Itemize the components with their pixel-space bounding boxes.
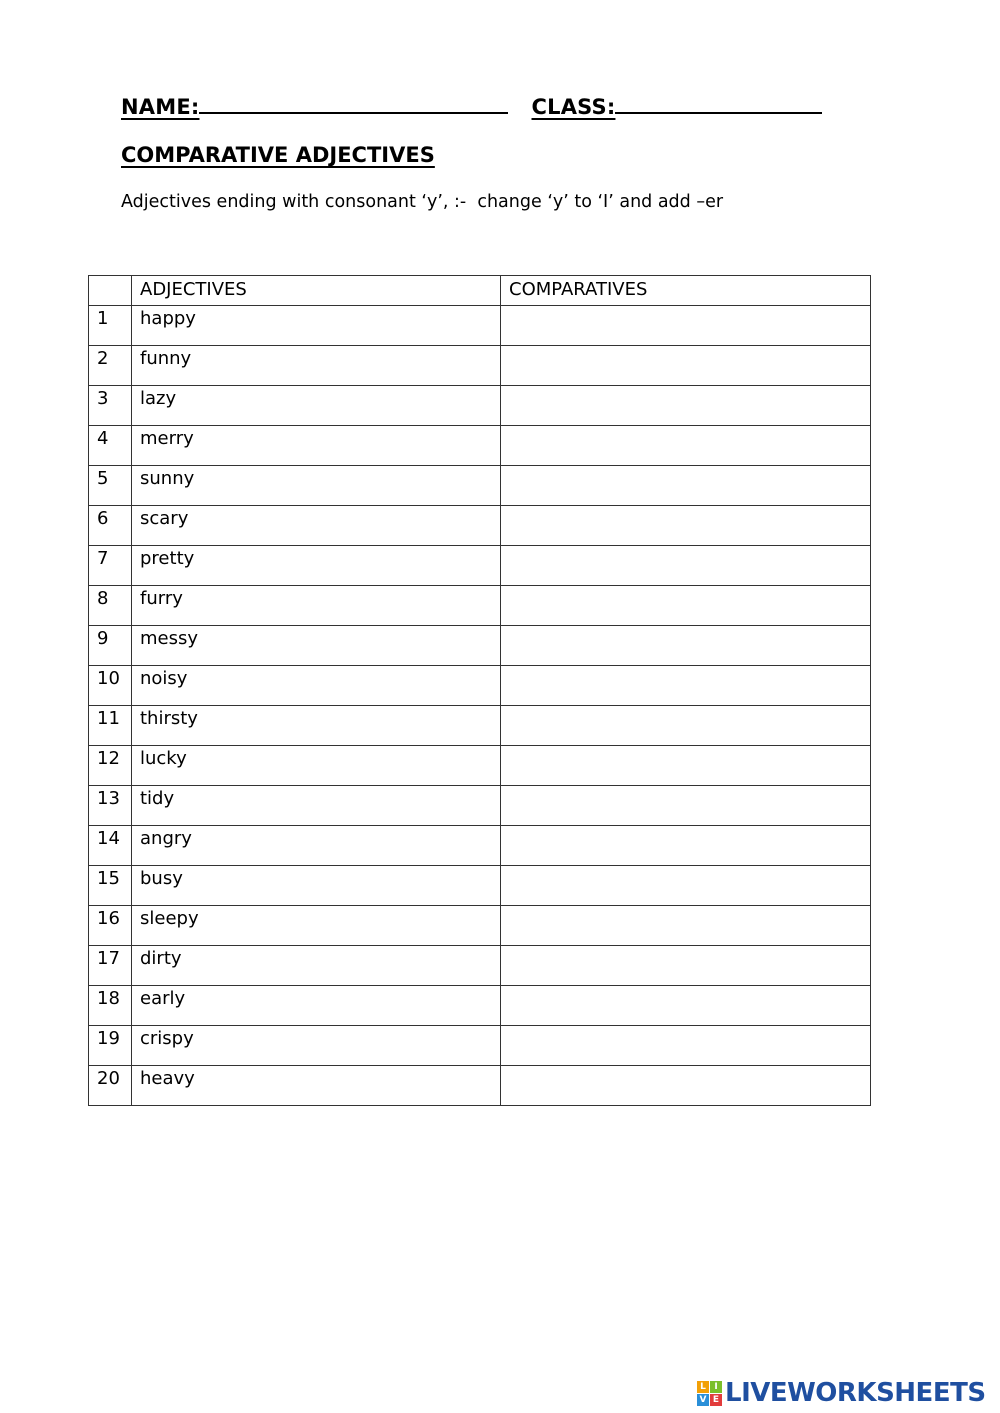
row-number: 7 <box>89 546 132 586</box>
logo-letter-square: I <box>710 1381 722 1393</box>
comparative-answer-cell[interactable] <box>501 426 871 466</box>
table-row <box>89 306 871 346</box>
comparative-answer-cell[interactable] <box>501 826 871 866</box>
adjective-cell: tidy <box>132 786 501 826</box>
comparative-answer-cell[interactable] <box>501 626 871 666</box>
header-adjectives: ADJECTIVES <box>132 276 501 306</box>
comparative-answer-cell[interactable] <box>501 306 871 346</box>
table-row <box>89 986 871 1026</box>
table-row <box>89 386 871 426</box>
table-row <box>89 946 871 986</box>
table-row <box>89 906 871 946</box>
adjective-cell: lucky <box>132 746 501 786</box>
row-number: 19 <box>89 1026 132 1066</box>
adjective-cell: pretty <box>132 546 501 586</box>
table-row <box>89 466 871 506</box>
comparative-answer-cell[interactable] <box>501 466 871 506</box>
row-number: 11 <box>89 706 132 746</box>
adjective-cell: sleepy <box>132 906 501 946</box>
adjective-cell: thirsty <box>132 706 501 746</box>
adjective-cell: scary <box>132 506 501 546</box>
logo-icon <box>697 1381 722 1406</box>
adjective-cell: funny <box>132 346 501 386</box>
header-comparatives: COMPARATIVES <box>501 276 871 306</box>
worksheet-title: COMPARATIVE ADJECTIVES <box>121 143 435 167</box>
row-number: 3 <box>89 386 132 426</box>
adjective-cell: messy <box>132 626 501 666</box>
logo-text: LIVEWORKSHEETS <box>725 1378 986 1408</box>
logo-letter-square: L <box>697 1381 709 1393</box>
row-number: 1 <box>89 306 132 346</box>
adjective-cell: busy <box>132 866 501 906</box>
table-row <box>89 666 871 706</box>
header-number-cell <box>89 276 132 306</box>
table-row <box>89 586 871 626</box>
adjective-cell: lazy <box>132 386 501 426</box>
liveworksheets-logo <box>697 1378 986 1408</box>
table-row <box>89 426 871 466</box>
adjective-cell: noisy <box>132 666 501 706</box>
table-row <box>89 706 871 746</box>
logo-letter-square: E <box>710 1394 722 1406</box>
comparative-answer-cell[interactable] <box>501 986 871 1026</box>
row-number: 4 <box>89 426 132 466</box>
table-row <box>89 826 871 866</box>
name-class-line <box>121 94 822 119</box>
comparative-answer-cell[interactable] <box>501 946 871 986</box>
table-header-row <box>89 276 871 306</box>
row-number: 2 <box>89 346 132 386</box>
table-row <box>89 506 871 546</box>
adjective-cell: sunny <box>132 466 501 506</box>
adjective-cell: angry <box>132 826 501 866</box>
instruction-text: Adjectives ending with consonant ‘y’, :- change ‘y’ to ‘I’ and add –er <box>121 192 724 212</box>
row-number: 13 <box>89 786 132 826</box>
comparative-answer-cell[interactable] <box>501 506 871 546</box>
table-row <box>89 786 871 826</box>
adjectives-table <box>88 275 871 1106</box>
adjective-cell: early <box>132 986 501 1026</box>
table-row <box>89 746 871 786</box>
adjective-cell: furry <box>132 586 501 626</box>
comparative-answer-cell[interactable] <box>501 906 871 946</box>
comparative-answer-cell[interactable] <box>501 546 871 586</box>
comparative-answer-cell[interactable] <box>501 666 871 706</box>
row-number: 6 <box>89 506 132 546</box>
comparative-answer-cell[interactable] <box>501 746 871 786</box>
comparative-answer-cell[interactable] <box>501 386 871 426</box>
row-number: 5 <box>89 466 132 506</box>
table-row <box>89 546 871 586</box>
adjective-cell: dirty <box>132 946 501 986</box>
name-blank[interactable] <box>199 94 508 114</box>
comparative-answer-cell[interactable] <box>501 1066 871 1106</box>
table-row <box>89 1026 871 1066</box>
row-number: 8 <box>89 586 132 626</box>
row-number: 17 <box>89 946 132 986</box>
comparative-answer-cell[interactable] <box>501 786 871 826</box>
row-number: 16 <box>89 906 132 946</box>
logo-letter-square: V <box>697 1394 709 1406</box>
row-number: 14 <box>89 826 132 866</box>
adjective-cell: happy <box>132 306 501 346</box>
comparative-answer-cell[interactable] <box>501 346 871 386</box>
row-number: 9 <box>89 626 132 666</box>
table-row <box>89 626 871 666</box>
adjective-cell: heavy <box>132 1066 501 1106</box>
comparative-answer-cell[interactable] <box>501 706 871 746</box>
row-number: 20 <box>89 1066 132 1106</box>
row-number: 12 <box>89 746 132 786</box>
table-row <box>89 346 871 386</box>
row-number: 15 <box>89 866 132 906</box>
name-label: NAME: <box>121 95 200 119</box>
comparative-answer-cell[interactable] <box>501 1026 871 1066</box>
class-label: CLASS: <box>531 95 616 119</box>
table-row <box>89 866 871 906</box>
class-blank[interactable] <box>615 94 822 114</box>
row-number: 10 <box>89 666 132 706</box>
adjective-cell: merry <box>132 426 501 466</box>
comparative-answer-cell[interactable] <box>501 586 871 626</box>
comparative-answer-cell[interactable] <box>501 866 871 906</box>
table-row <box>89 1066 871 1106</box>
row-number: 18 <box>89 986 132 1026</box>
adjective-cell: crispy <box>132 1026 501 1066</box>
